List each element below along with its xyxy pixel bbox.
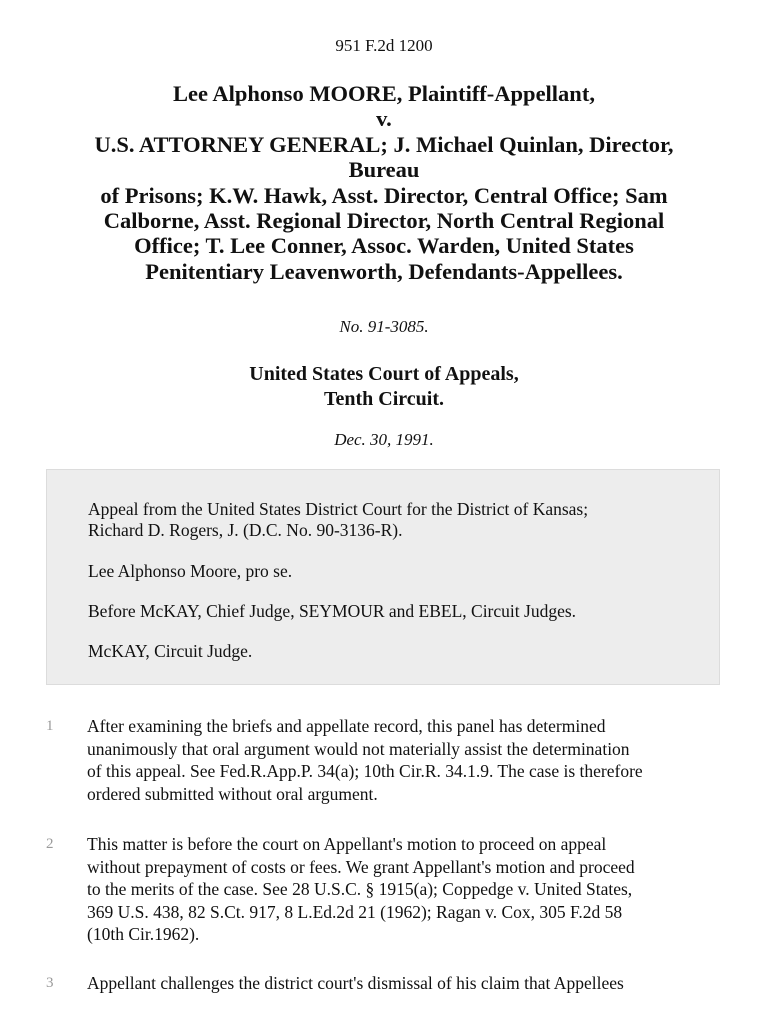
caption-line: Penitentiary Leavenworth, Defendants-Appellees.: [145, 258, 623, 284]
court-name-line: United States Court of Appeals,: [249, 363, 519, 385]
text-line: ordered submitted without oral argument.: [87, 783, 378, 804]
paragraph-number: 2: [46, 836, 54, 852]
caption-line: U.S. ATTORNEY GENERAL; J. Michael Quinlan, Director,: [94, 131, 674, 157]
text-line: (10th Cir.1962).: [87, 924, 200, 944]
paragraph-text: [87, 715, 727, 805]
caption-line: Office; T. Lee Conner, Assoc. Warden, United States: [134, 233, 634, 259]
caption-line: Bureau: [348, 157, 420, 183]
text-line: unanimously that oral argument would not materially assist the determination: [87, 738, 630, 759]
text-line: of this appeal. See Fed.R.App.P. 34(a); 10th Cir.R. 34.1.9. The case is therefore: [87, 761, 643, 781]
decision-date: Dec. 30, 1991.: [334, 430, 434, 449]
counsel: Lee Alphonso Moore, pro se.: [88, 561, 293, 581]
paragraph-number: 3: [46, 975, 54, 991]
paragraph-number: 1: [46, 718, 54, 734]
case-citation: 951 F.2d 1200: [335, 36, 433, 55]
caption-line: of Prisons; K.W. Hawk, Asst. Director, Central Office; Sam: [100, 182, 668, 208]
case-info-box: [46, 469, 720, 685]
text-line: Appellant challenges the district court's dismissal of his claim that Appellees: [87, 973, 624, 993]
caption-line: Calborne, Asst. Regional Director, North Central Regional: [103, 208, 665, 234]
panel-judges: Before McKAY, Chief Judge, SEYMOUR and EBEL, Circuit Judges.: [88, 601, 577, 621]
opinion-author: McKAY, Circuit Judge.: [88, 641, 253, 661]
text-line: This matter is before the court on Appellant's motion to proceed on appeal: [87, 834, 607, 854]
court-name: [0, 362, 768, 412]
appeal-origin-line: Appeal from the United States District Court for the District of Kansas;: [88, 499, 589, 519]
caption-line: Lee Alphonso MOORE, Plaintiff-Appellant,: [173, 81, 595, 106]
docket-number: No. 91-3085.: [339, 317, 429, 336]
text-line: to the merits of the case. See 28 U.S.C. § 1915(a); Coppedge v. United States,: [87, 879, 633, 899]
paragraph-text: [87, 833, 727, 946]
text-line: 369 U.S. 438, 82 S.Ct. 917, 8 L.Ed.2d 21 (1962); Ragan v. Cox, 305 F.2d 58: [87, 901, 623, 922]
case-caption: [40, 81, 728, 284]
text-line: without prepayment of costs or fees. We grant Appellant's motion and proceed: [87, 856, 635, 877]
paragraph-text: [87, 972, 727, 995]
appeal-origin: [88, 499, 719, 541]
caption-line: v.: [376, 106, 392, 132]
appeal-origin-line: Richard D. Rogers, J. (D.C. No. 90-3136-R).: [88, 520, 403, 540]
court-name-line: Tenth Circuit.: [323, 388, 445, 410]
text-line: After examining the briefs and appellate record, this panel has determined: [87, 716, 606, 736]
